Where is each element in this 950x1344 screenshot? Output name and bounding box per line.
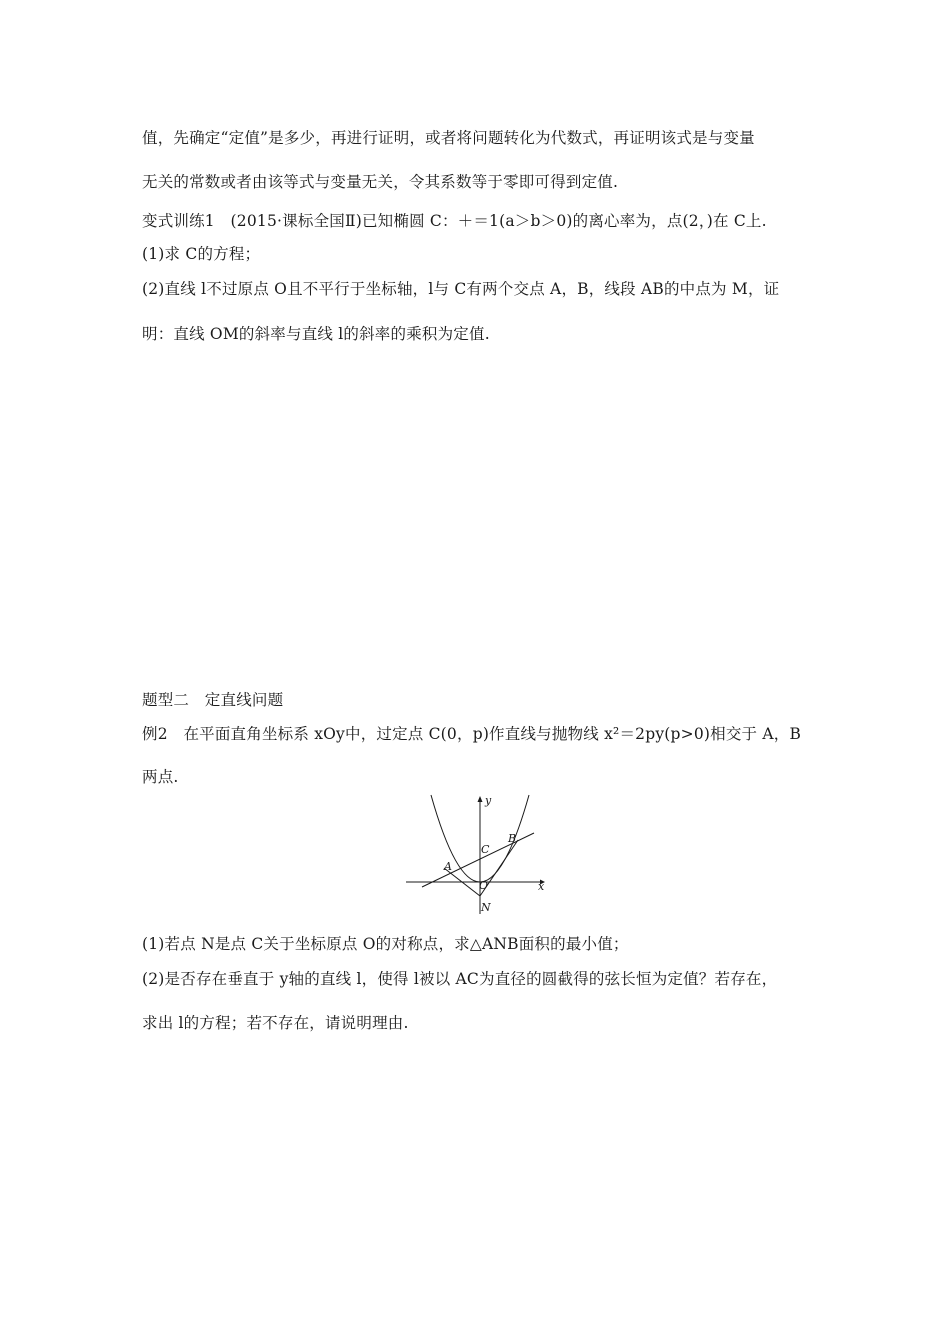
example2-part1: (1)若点 N是点 C关于坐标原点 O的对称点，求△ANB面积的最小值； xyxy=(142,935,629,953)
exercise1-part2-line1: (2)直线 l不过原点 O且不平行于坐标轴，l与 C有两个交点 A，B，线段 AB的中点为 M，证 xyxy=(142,280,780,298)
label-o: O xyxy=(479,879,489,892)
parabola-figure xyxy=(404,792,550,918)
exercise1-part1: (1)求 C的方程； xyxy=(142,245,261,263)
intro-line-2: 无关的常数或者由该等式与变量无关，令其系数等于零即可得到定值. xyxy=(142,173,619,191)
label-x: x xyxy=(538,880,545,893)
example2-part2-line1: (2)是否存在垂直于 y轴的直线 l，使得 l被以 AC为直径的圆截得的弦长恒为定值？若存在， xyxy=(142,970,778,988)
example2-part2-line2: 求出 l的方程；若不存在，请说明理由. xyxy=(142,1014,409,1032)
example2-line1: 例2 在平面直角坐标系 xOy中，过定点 C(0，p)作直线与抛物线 x²＝2py(p>0)相交于 A，B xyxy=(142,725,802,743)
exercise1-part2-line2: 明：直线 OM的斜率与直线 l的斜率的乘积为定值. xyxy=(142,325,490,343)
label-a: A xyxy=(444,860,452,873)
label-n: N xyxy=(481,901,491,914)
label-c: C xyxy=(481,843,490,856)
intro-line-1: 值，先确定“定值”是多少，再进行证明，或者将问题转化为代数式，再证明该式是与变量 xyxy=(142,129,755,147)
y-axis-arrow xyxy=(478,796,483,802)
exercise1-title: 变式训练1 (2015·课标全国Ⅱ)已知椭圆 C：＋＝1(a＞b＞0)的离心率为，点(2，)在 C上. xyxy=(142,212,767,230)
section2-heading: 题型二 定直线问题 xyxy=(142,691,284,709)
label-y: y xyxy=(485,794,492,807)
label-b: B xyxy=(508,832,517,845)
example2-line2: 两点. xyxy=(142,768,179,786)
